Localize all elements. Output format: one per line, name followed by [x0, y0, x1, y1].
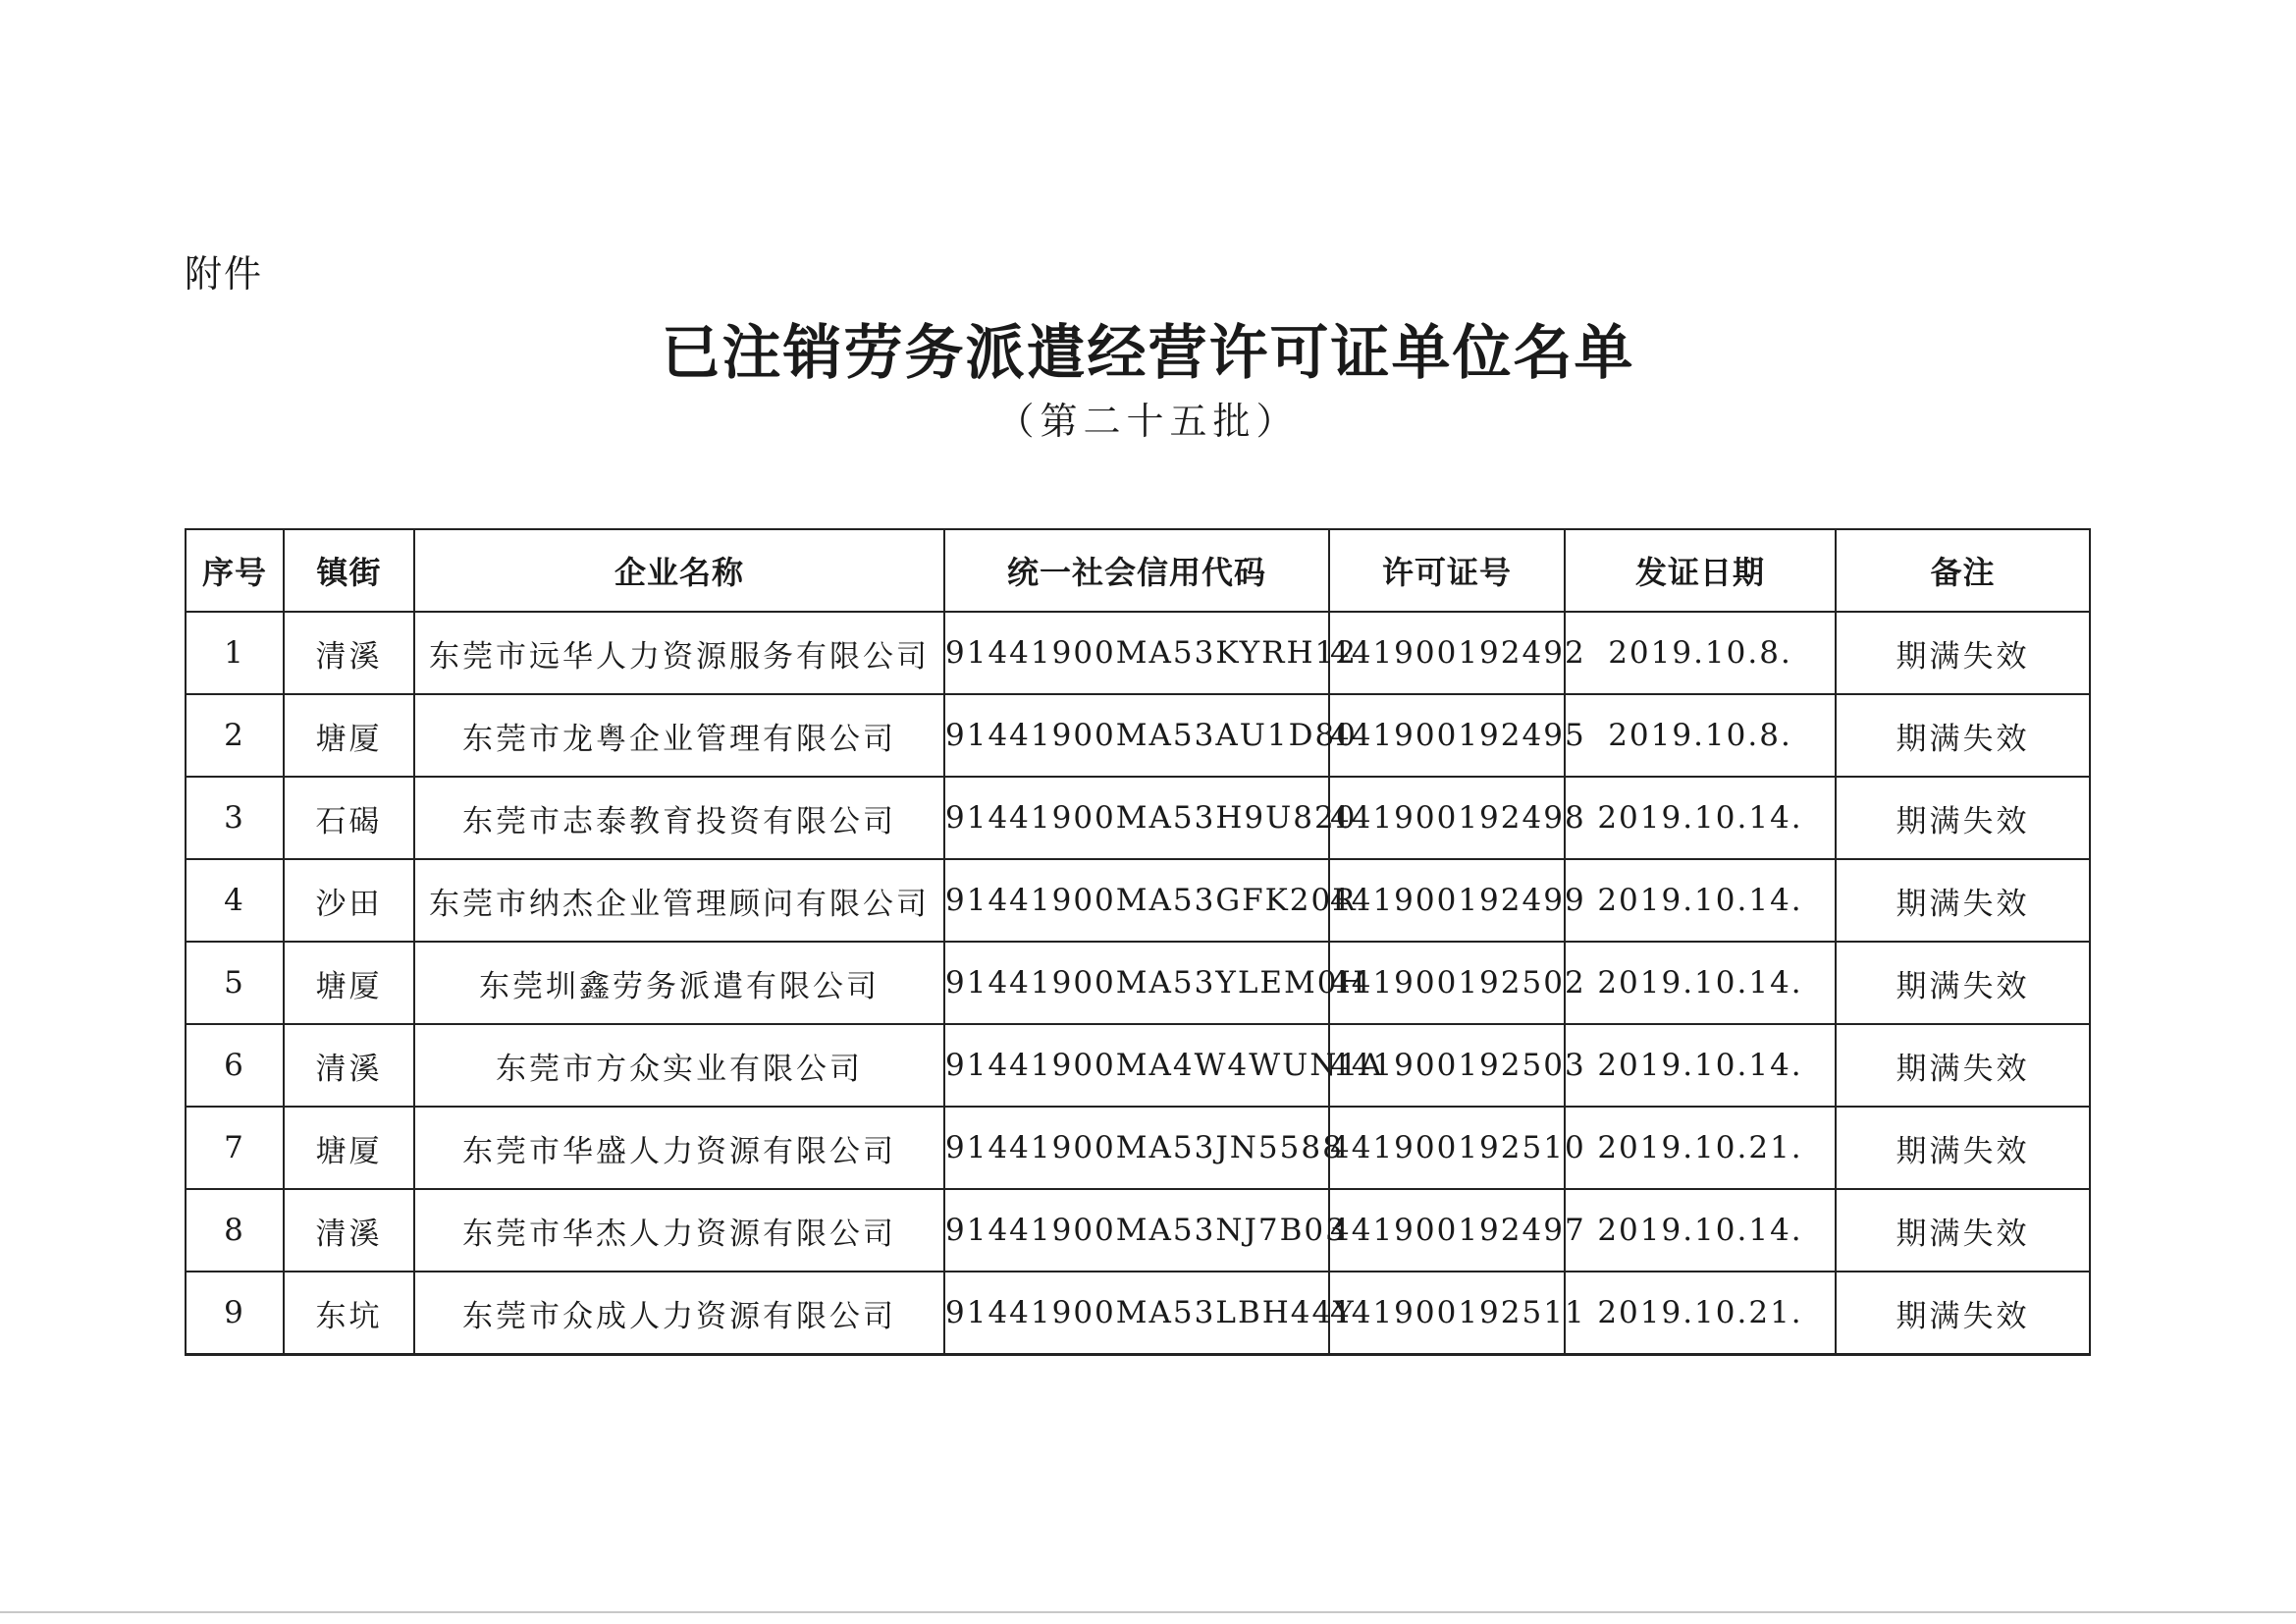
row-credit-code: 91441900MA53H9U820 — [944, 777, 1329, 859]
row-credit-code: 91441900MA4W4WUN1A — [944, 1024, 1329, 1107]
row-license-number: 441900192498 — [1329, 777, 1565, 859]
table-row — [186, 777, 2090, 859]
row-street: 沙田 — [284, 859, 414, 942]
row-credit-code: 91441900MA53YLEM0H — [944, 942, 1329, 1024]
row-street: 清溪 — [284, 1189, 414, 1272]
table-row — [186, 942, 2090, 1024]
row-credit-code: 91441900MA53KYRH12 — [944, 612, 1329, 694]
document-title: 已注销劳务派遣经营许可证单位名单 — [661, 319, 1635, 388]
row-remark: 期满失效 — [1836, 942, 2090, 1024]
table-row — [186, 1107, 2090, 1189]
table-row — [186, 859, 2090, 942]
row-remark: 期满失效 — [1836, 1107, 2090, 1189]
row-index: 4 — [186, 859, 284, 942]
table-header-row — [186, 529, 2090, 612]
batch-subtitle: （第二十五批） — [996, 400, 1300, 443]
row-license-number: 441900192499 — [1329, 859, 1565, 942]
row-street: 清溪 — [284, 612, 414, 694]
row-license-number: 441900192502 — [1329, 942, 1565, 1024]
row-issue-date: 2019.10.21. — [1565, 1107, 1836, 1189]
table-row — [186, 1189, 2090, 1272]
row-index: 7 — [186, 1107, 284, 1189]
row-company-name: 东莞市纳杰企业管理顾问有限公司 — [414, 859, 944, 942]
row-street: 塘厦 — [284, 942, 414, 1024]
table-row — [186, 1024, 2090, 1107]
row-street: 塘厦 — [284, 694, 414, 777]
row-index: 2 — [186, 694, 284, 777]
row-issue-date: 2019.10.14. — [1565, 777, 1836, 859]
row-license-number: 441900192492 — [1329, 612, 1565, 694]
row-street: 塘厦 — [284, 1107, 414, 1189]
row-remark: 期满失效 — [1836, 859, 2090, 942]
table-row — [186, 612, 2090, 694]
row-company-name: 东莞市远华人力资源服务有限公司 — [414, 612, 944, 694]
header-credit-code: 统一社会信用代码 — [944, 529, 1329, 612]
row-company-name: 东莞市方众实业有限公司 — [414, 1024, 944, 1107]
row-company-name: 东莞圳鑫劳务派遣有限公司 — [414, 942, 944, 1024]
header-license-number: 许可证号 — [1329, 529, 1565, 612]
row-company-name: 东莞市华盛人力资源有限公司 — [414, 1107, 944, 1189]
row-credit-code: 91441900MA53JN5588 — [944, 1107, 1329, 1189]
row-license-number: 441900192497 — [1329, 1189, 1565, 1272]
row-credit-code: 91441900MA53GFK20R — [944, 859, 1329, 942]
row-license-number: 441900192510 — [1329, 1107, 1565, 1189]
row-issue-date: 2019.10.21. — [1565, 1272, 1836, 1355]
revoked-license-table — [185, 528, 2091, 1356]
row-credit-code: 91441900MA53LBH44Y — [944, 1272, 1329, 1355]
header-remark: 备注 — [1836, 529, 2090, 612]
table-row — [186, 1272, 2090, 1355]
row-company-name: 东莞市华杰人力资源有限公司 — [414, 1189, 944, 1272]
row-issue-date: 2019.10.14. — [1565, 1189, 1836, 1272]
row-issue-date: 2019.10.14. — [1565, 1024, 1836, 1107]
header-index: 序号 — [186, 529, 284, 612]
row-license-number: 441900192511 — [1329, 1272, 1565, 1355]
header-company-name: 企业名称 — [414, 529, 944, 612]
row-credit-code: 91441900MA53NJ7B03 — [944, 1189, 1329, 1272]
row-issue-date: 2019.10.14. — [1565, 859, 1836, 942]
row-street: 石碣 — [284, 777, 414, 859]
row-index: 1 — [186, 612, 284, 694]
row-remark: 期满失效 — [1836, 612, 2090, 694]
row-license-number: 441900192503 — [1329, 1024, 1565, 1107]
row-remark: 期满失效 — [1836, 1189, 2090, 1272]
row-company-name: 东莞市志泰教育投资有限公司 — [414, 777, 944, 859]
header-issue-date: 发证日期 — [1565, 529, 1836, 612]
row-credit-code: 91441900MA53AU1D80 — [944, 694, 1329, 777]
row-issue-date: 2019.10.8. — [1565, 694, 1836, 777]
row-index: 8 — [186, 1189, 284, 1272]
row-remark: 期满失效 — [1836, 1272, 2090, 1355]
row-license-number: 441900192495 — [1329, 694, 1565, 777]
row-issue-date: 2019.10.8. — [1565, 612, 1836, 694]
row-remark: 期满失效 — [1836, 694, 2090, 777]
row-company-name: 东莞市龙粤企业管理有限公司 — [414, 694, 944, 777]
table-row — [186, 694, 2090, 777]
row-issue-date: 2019.10.14. — [1565, 942, 1836, 1024]
row-index: 6 — [186, 1024, 284, 1107]
row-index: 5 — [186, 942, 284, 1024]
header-street: 镇街 — [284, 529, 414, 612]
row-company-name: 东莞市众成人力资源有限公司 — [414, 1272, 944, 1355]
row-remark: 期满失效 — [1836, 777, 2090, 859]
row-index: 9 — [186, 1272, 284, 1355]
row-street: 清溪 — [284, 1024, 414, 1107]
scan-edge-line — [0, 1611, 2296, 1613]
row-remark: 期满失效 — [1836, 1024, 2090, 1107]
attachment-label: 附件 — [185, 252, 264, 296]
row-index: 3 — [186, 777, 284, 859]
row-street: 东坑 — [284, 1272, 414, 1355]
